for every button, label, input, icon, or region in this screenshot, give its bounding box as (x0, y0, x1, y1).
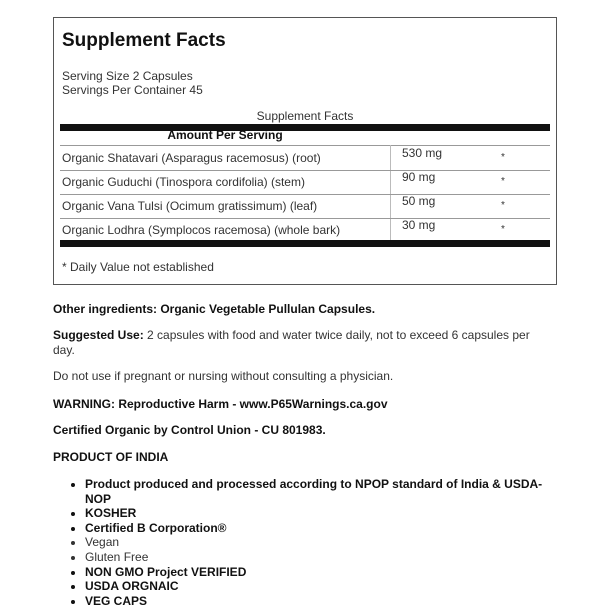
supplement-facts-title: Supplement Facts (62, 30, 226, 51)
organic-certification: Certified Organic by Control Union - CU 801983. (53, 423, 326, 437)
list-item: • Gluten Free (85, 550, 545, 565)
serving-size: Serving Size 2 Capsules (62, 69, 193, 83)
daily-value: * (501, 200, 505, 211)
servings-per-container: Servings Per Container 45 (62, 83, 203, 97)
table-row (60, 218, 550, 242)
daily-value: * (501, 152, 505, 163)
list-item: • USDA ORGNAIC (85, 579, 545, 594)
table-caption: Supplement Facts (256, 109, 354, 123)
table-row (60, 194, 550, 218)
table-row (60, 146, 550, 170)
product-claims-list (53, 477, 545, 608)
table-bottom-rule (60, 240, 550, 247)
list-item: • KOSHER (85, 506, 545, 521)
ingredient-name: Organic Vana Tulsi (Ocimum gratissimum) (leaf) (62, 199, 318, 213)
ingredient-amount: 90 mg (402, 170, 436, 184)
ingredient-name: Organic Guduchi (Tinospora cordifolia) (stem) (62, 175, 305, 189)
pregnancy-caution: Do not use if pregnant or nursing without consulting a physician. (53, 369, 394, 383)
list-item: • Certified B Corporation® (85, 521, 545, 536)
list-item: • Vegan (85, 535, 545, 550)
daily-value: * (501, 224, 505, 235)
list-item: • Product produced and processed according to NPOP standard of India & USDA-NOP (85, 477, 545, 506)
table-row (60, 170, 550, 194)
ingredient-name: Organic Lodhra (Symplocos racemosa) (whole bark) (62, 223, 341, 237)
product-origin: PRODUCT OF INDIA (53, 450, 169, 464)
prop65-warning: WARNING: Reproductive Harm - www.P65Warnings.ca.gov (53, 397, 388, 411)
supplement-facts-panel (53, 17, 557, 285)
suggested-use-label: Suggested Use: (53, 328, 144, 342)
suggested-use (53, 328, 553, 358)
ingredient-name: Organic Shatavari (Asparagus racemosus) (root) (62, 151, 321, 165)
daily-value-footnote: * Daily Value not established (62, 260, 214, 274)
suggested-use-text: 2 capsules with food and water twice daily, not to exceed 6 capsules per day. (53, 328, 530, 357)
list-item: • VEG CAPS (85, 594, 545, 609)
ingredient-amount: 530 mg (402, 146, 443, 160)
other-ingredients: Other ingredients: Organic Vegetable Pullulan Capsules. (53, 302, 376, 316)
amount-per-serving-header: Amount Per Serving (167, 128, 283, 142)
ingredient-amount: 30 mg (402, 218, 436, 232)
ingredient-amount: 50 mg (402, 194, 436, 208)
list-item: • NON GMO Project VERIFIED (85, 565, 545, 580)
daily-value: * (501, 176, 505, 187)
